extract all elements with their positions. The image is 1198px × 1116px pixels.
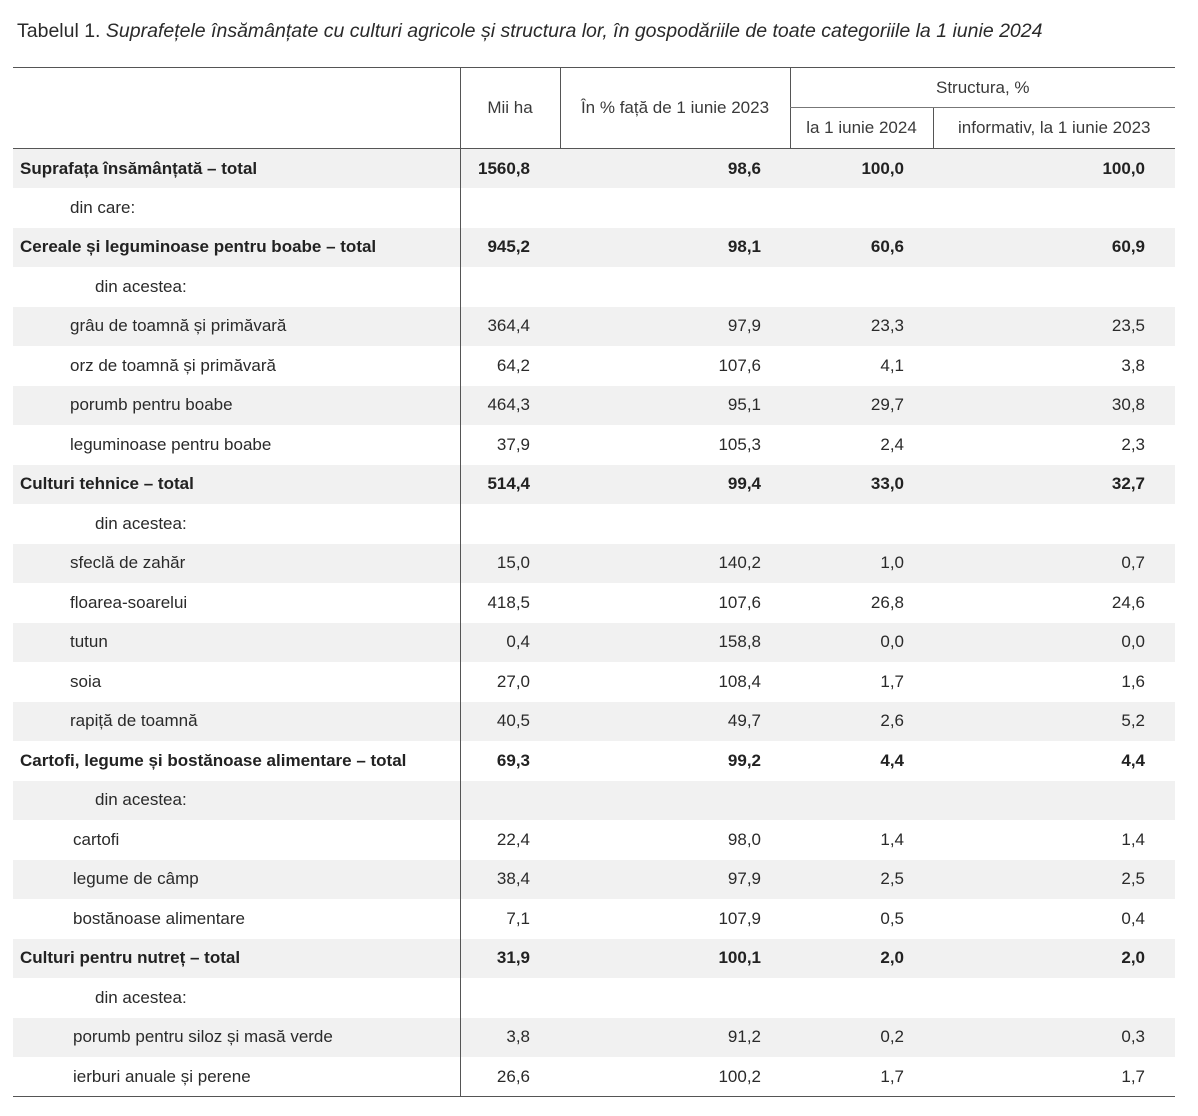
row-label: rapiță de toamnă [13, 702, 460, 742]
table-row [13, 583, 1175, 623]
table-row [13, 939, 1175, 979]
cell-structura-2024 [790, 504, 933, 544]
header-empty-cell [13, 68, 460, 149]
cell-structura-2023: 1,4 [1121, 829, 1146, 849]
cell-mii-ha: 3,8 [460, 1018, 560, 1058]
table-row [13, 662, 1175, 702]
table-title-text: Suprafețele însămânțate cu culturi agricole și structura lor, în gospodăriile de toate categoriile la 1 iunie 2024 [105, 20, 1043, 42]
cell-structura-2024: 4,4 [880, 750, 904, 770]
table-body [13, 149, 1175, 1097]
cell-mii-ha: 40,5 [460, 702, 560, 742]
table-row [13, 978, 1175, 1018]
cell-mii-ha: 38,4 [460, 860, 560, 900]
cell-mii-ha: 7,1 [460, 899, 560, 939]
table-header [13, 68, 1175, 149]
cell-mii-ha: 418,5 [460, 583, 560, 623]
cell-structura-2023: 24,6 [1111, 592, 1146, 612]
cell-pct [560, 504, 790, 544]
cell-structura-2023: 5,2 [933, 702, 1175, 742]
cell-structura-2024: 60,6 [790, 228, 933, 268]
cell-mii-ha: 37,9 [460, 425, 560, 465]
row-label: sfeclă de zahăr [13, 544, 460, 584]
row-label: legume de câmp [13, 860, 460, 900]
row-label: din acestea: [95, 987, 187, 1007]
cell-structura-2024 [790, 978, 933, 1018]
cell-mii-ha: 1560,8 [460, 149, 560, 189]
table-row [13, 425, 1175, 465]
cell-mii-ha: 945,2 [460, 228, 560, 268]
cell-mii-ha: 514,4 [460, 465, 560, 505]
cell-structura-2024: 2,4 [880, 434, 904, 454]
cell-structura-2024: 0,0 [790, 623, 933, 663]
cell-structura-2023: 2,0 [933, 939, 1175, 979]
row-label: din acestea: [95, 276, 187, 296]
table-row [13, 781, 1175, 821]
table-row [13, 1057, 1175, 1097]
cell-structura-2024: 1,0 [790, 544, 933, 584]
cell-mii-ha: 464,3 [460, 386, 560, 426]
row-label: soia [70, 671, 102, 691]
cell-structura-2023: 0,4 [1121, 908, 1146, 928]
row-label: ierburi anuale și perene [13, 1057, 460, 1097]
cell-structura-2024: 1,4 [880, 829, 904, 849]
cell-structura-2024: 33,0 [790, 465, 933, 505]
table-row [13, 544, 1175, 584]
cell-pct: 108,4 [718, 671, 761, 691]
cell-pct: 107,9 [718, 908, 761, 928]
row-label: porumb pentru siloz și masă verde [13, 1018, 460, 1058]
table-row [13, 149, 1175, 189]
cell-mii-ha: 0,4 [460, 623, 560, 663]
cell-mii-ha [460, 504, 560, 544]
cell-structura-2024: 23,3 [790, 307, 933, 347]
row-label: cartofi [73, 829, 120, 849]
table-row [13, 346, 1175, 386]
cell-mii-ha: 64,2 [460, 346, 560, 386]
table-row [13, 1018, 1175, 1058]
cell-structura-2023 [933, 781, 1175, 821]
cell-mii-ha: 31,9 [460, 939, 560, 979]
table-title [17, 18, 1187, 44]
table-row [13, 741, 1175, 781]
cell-structura-2023: 23,5 [933, 307, 1175, 347]
cell-pct: 140,2 [560, 544, 790, 584]
table-title-prefix: Tabelul 1. [17, 20, 106, 42]
table-row [13, 188, 1175, 228]
cell-structura-2023 [933, 504, 1175, 544]
row-label: porumb pentru boabe [13, 386, 460, 426]
row-label: din acestea: [13, 781, 460, 821]
cell-structura-2024 [790, 267, 933, 307]
row-label: din care: [70, 197, 136, 217]
cell-mii-ha: 15,0 [460, 544, 560, 584]
row-label: leguminoase pentru boabe [70, 434, 272, 454]
cell-mii-ha [460, 978, 560, 1018]
cell-pct [560, 978, 790, 1018]
row-label: grâu de toamnă și primăvară [13, 307, 460, 347]
cell-pct: 97,9 [560, 307, 790, 347]
cell-pct: 95,1 [560, 386, 790, 426]
header-structura-2024: la 1 iunie 2024 [790, 108, 933, 149]
cell-pct [560, 781, 790, 821]
cell-structura-2024 [790, 188, 933, 228]
cell-structura-2023: 0,7 [933, 544, 1175, 584]
cell-structura-2024: 2,0 [790, 939, 933, 979]
cell-pct: 107,6 [718, 592, 761, 612]
header-pct-2023: În % față de 1 iunie 2023 [560, 68, 790, 149]
table-row [13, 465, 1175, 505]
cell-pct: 97,9 [560, 860, 790, 900]
cell-structura-2023: 0,0 [933, 623, 1175, 663]
header-structura-2023: informativ, la 1 iunie 2023 [933, 108, 1175, 149]
cell-pct: 91,2 [560, 1018, 790, 1058]
table-row [13, 267, 1175, 307]
cell-structura-2023: 60,9 [933, 228, 1175, 268]
cell-structura-2024: 4,1 [880, 355, 904, 375]
cell-pct [560, 188, 790, 228]
header-structura: Structura, % [790, 68, 1175, 108]
cell-structura-2023: 1,6 [1121, 671, 1146, 691]
table-row [13, 307, 1175, 347]
table-row [13, 820, 1175, 860]
cell-structura-2023: 100,0 [933, 149, 1175, 189]
cell-pct: 98,0 [727, 829, 761, 849]
cell-pct: 98,1 [560, 228, 790, 268]
table-row [13, 623, 1175, 663]
row-label: Culturi tehnice – total [13, 465, 460, 505]
table-row [13, 504, 1175, 544]
row-label: Cartofi, legume și bostănoase alimentare – total [20, 750, 407, 770]
cell-structura-2023: 2,5 [933, 860, 1175, 900]
cell-mii-ha: 27,0 [460, 662, 560, 702]
cell-structura-2023: 32,7 [933, 465, 1175, 505]
header-mii-ha: Mii ha [460, 68, 560, 149]
cell-mii-ha [460, 781, 560, 821]
cell-structura-2024: 100,0 [790, 149, 933, 189]
cell-mii-ha: 22,4 [460, 820, 560, 860]
cell-structura-2024: 2,6 [790, 702, 933, 742]
row-label: tutun [13, 623, 460, 663]
table-row [13, 228, 1175, 268]
cell-pct: 99,4 [560, 465, 790, 505]
cell-structura-2024: 1,7 [790, 1057, 933, 1097]
cell-structura-2024: 0,2 [790, 1018, 933, 1058]
cell-structura-2023: 4,4 [1121, 750, 1146, 770]
cell-structura-2024: 2,5 [790, 860, 933, 900]
cell-pct: 100,2 [560, 1057, 790, 1097]
crop-area-table [13, 67, 1175, 1097]
table-row [13, 386, 1175, 426]
cell-pct: 98,6 [560, 149, 790, 189]
cell-pct: 49,7 [560, 702, 790, 742]
cell-structura-2023: 30,8 [933, 386, 1175, 426]
row-label: din acestea: [95, 513, 187, 533]
row-label: Cereale și leguminoase pentru boabe – total [13, 228, 460, 268]
cell-structura-2024 [790, 781, 933, 821]
cell-pct [560, 267, 790, 307]
cell-structura-2023 [933, 978, 1175, 1018]
cell-structura-2024: 29,7 [790, 386, 933, 426]
cell-pct: 105,3 [718, 434, 761, 454]
cell-structura-2023 [933, 267, 1175, 307]
table-row [13, 702, 1175, 742]
cell-mii-ha: 364,4 [460, 307, 560, 347]
row-label: orz de toamnă și primăvară [70, 355, 276, 375]
row-label: Suprafața însămânțată – total [13, 149, 460, 189]
cell-structura-2023 [933, 188, 1175, 228]
cell-structura-2023: 1,7 [933, 1057, 1175, 1097]
cell-structura-2024: 26,8 [870, 592, 904, 612]
row-label: bostănoase alimentare [73, 908, 246, 928]
cell-mii-ha [460, 267, 560, 307]
cell-pct: 100,1 [560, 939, 790, 979]
cell-structura-2023: 3,8 [1121, 355, 1146, 375]
cell-pct: 99,2 [727, 750, 761, 770]
table-row [13, 860, 1175, 900]
cell-structura-2023: 0,3 [933, 1018, 1175, 1058]
cell-mii-ha [460, 188, 560, 228]
row-label: Culturi pentru nutreț – total [13, 939, 460, 979]
cell-pct: 158,8 [560, 623, 790, 663]
cell-structura-2023: 2,3 [1121, 434, 1146, 454]
cell-structura-2024: 0,5 [880, 908, 904, 928]
cell-structura-2024: 1,7 [880, 671, 904, 691]
cell-pct: 107,6 [718, 355, 761, 375]
table-row [13, 899, 1175, 939]
cell-mii-ha: 69,3 [460, 741, 560, 781]
row-label: floarea-soarelui [70, 592, 188, 612]
cell-mii-ha: 26,6 [460, 1057, 560, 1097]
